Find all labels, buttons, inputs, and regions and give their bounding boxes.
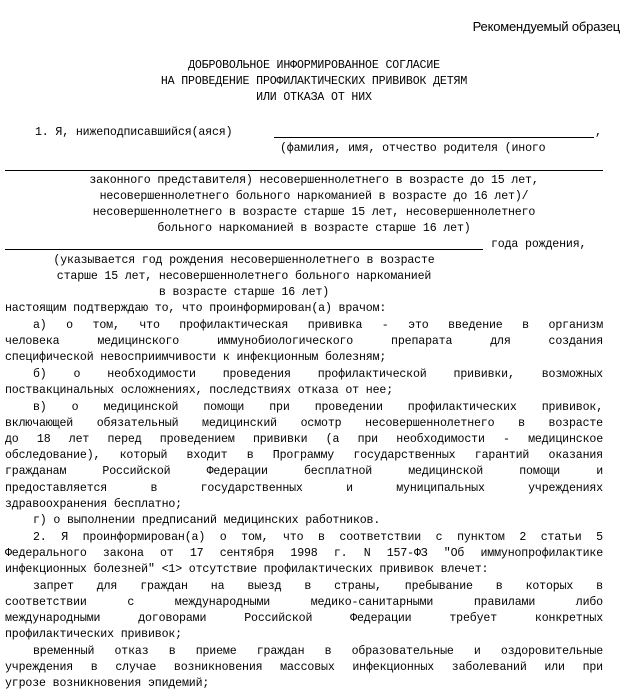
item-v-line-1: в) о медицинской помощи при проведении профилактических прививок, [33, 401, 603, 414]
section1-intro: 1. Я, нижеподписавшийся(аяся) [35, 126, 233, 139]
year-hint-line-3: в возрасте старше 16 лет) [158, 286, 330, 299]
year-hint-line-1: (указывается год рождения несовершеннолетнего в возрасте [53, 254, 435, 267]
title-line-1: ДОБРОВОЛЬНОЕ ИНФОРМИРОВАННОЕ СОГЛАСИЕ [188, 59, 440, 72]
item-v-line-6: предоставляется в государственных и муниципальных учреждениях [5, 482, 603, 495]
full-name-field[interactable] [274, 137, 594, 138]
item-a-line-2: человека медицинского иммунобиологического препарата для создания [5, 335, 603, 348]
section2-line-2: Федерального закона от 17 сентября 1998 г. N 157-ФЗ "Об иммунопрофилактике [5, 547, 603, 560]
refusal-line-3: угрозе возникновения эпидемий; [5, 677, 210, 690]
name-hint-line-1: (фамилия, имя, отчество родителя (иного [280, 142, 546, 155]
ban-line-2: соответствии с международными медико-санитарными правилами либо [5, 596, 603, 609]
item-a-line-1: а) о том, что профилактическая прививка - это введение в организм [33, 319, 603, 332]
section2-line-1: 2. Я проинформирован(а) о том, что в соответствии с пунктом 2 статьи 5 [33, 531, 603, 544]
item-a-line-3: специфической невосприимчивости к инфекционным болезням; [5, 351, 387, 364]
ban-line-3: международными договорами Российской Федерации требует конкретных [5, 612, 603, 625]
name-hint-line-2: законного представителя) несовершеннолетнего в возрасте до 15 лет, [89, 174, 539, 187]
title-line-3: ИЛИ ОТКАЗА ОТ НИХ [256, 91, 372, 104]
refusal-line-2: учреждения в случае возникновения массовых инфекционных заболеваний или при [5, 661, 603, 674]
document-title [0, 58, 628, 106]
refusal-line-1: временный отказ в приеме граждан в образовательные и оздоровительные [33, 645, 603, 658]
title-line-2: НА ПРОВЕДЕНИЕ ПРОФИЛАКТИЧЕСКИХ ПРИВИВОК ДЕТЯМ [160, 75, 468, 88]
confirm-text: настоящим подтверждаю то, что проинформирован(а) врачом: [5, 302, 387, 315]
name-hint-line-4: несовершеннолетнего в возрасте старше 15 лет, несовершеннолетнего [92, 206, 536, 219]
item-b-line-2: поствакцинальных осложнениях, последствиях отказа от нее; [5, 384, 394, 397]
section2-line-3: инфекционных болезней" <1> отсутствие профилактических прививок влечет: [5, 563, 489, 576]
ban-line-4: профилактических прививок; [5, 628, 182, 641]
item-g-line: г) о выполнении предписаний медицинских работников. [33, 514, 381, 527]
item-v-line-3: до 18 лет перед проведением прививки (а при необходимости - медицинское [5, 433, 603, 446]
item-v-line-4: обследование), который входит в Программу государственных гарантий оказания [5, 449, 603, 462]
name-hint-line-3: несовершеннолетнего больного наркоманией в возрасте до 16 лет)/ [99, 190, 529, 203]
ban-line-1: запрет для граждан на выезд в страны, пребывание в которых в [33, 580, 603, 593]
recommended-sample-label: Рекомендуемый образец [472, 19, 620, 34]
year-hint-line-2: старше 15 лет, несовершеннолетнего больного наркоманией [56, 270, 432, 283]
birth-year-label: года рождения, [491, 238, 587, 251]
item-v-line-2: включающей обязательный медицинский осмотр несовершеннолетнего в возрасте [5, 417, 603, 430]
item-v-line-7: здравоохранения бесплатно; [5, 498, 182, 511]
item-b-line-1: б) о необходимости проведения профилактической прививки, возможных [33, 368, 603, 381]
birth-year-field[interactable] [5, 249, 483, 250]
name-hint-line-5: больного наркоманией в возрасте старше 16 лет) [157, 222, 471, 235]
item-v-line-5: гражданам Российской Федерации бесплатной медицинской помощи и [5, 465, 603, 478]
full-name-field-continued[interactable] [5, 170, 603, 171]
section1-comma: , [595, 126, 602, 139]
